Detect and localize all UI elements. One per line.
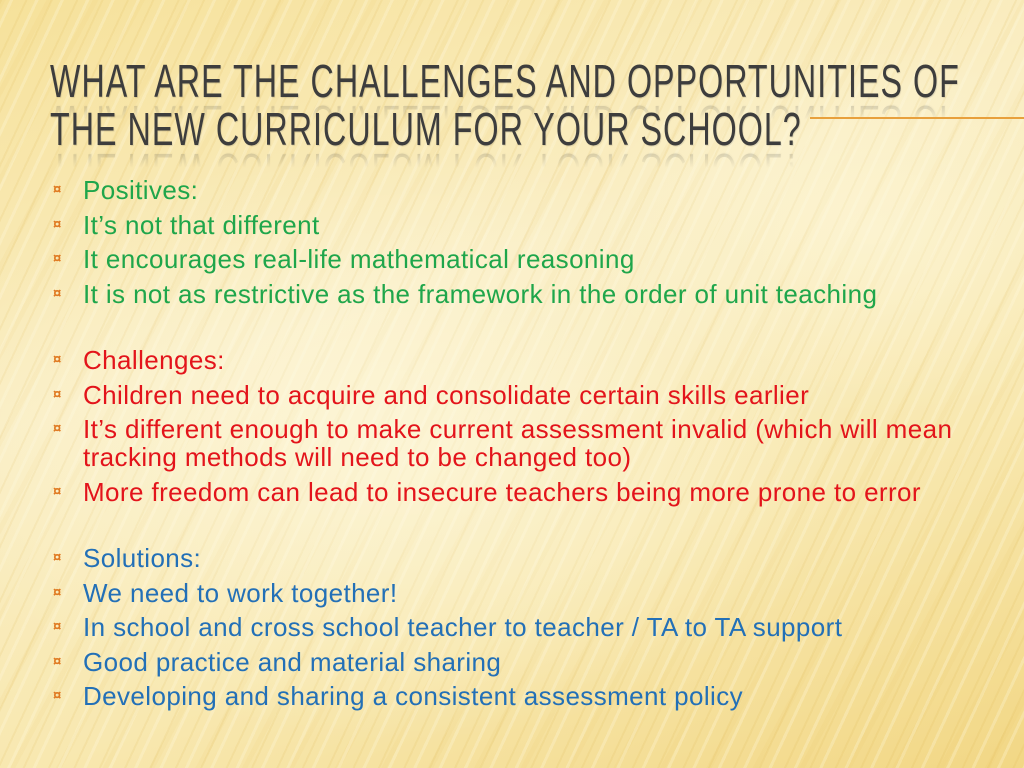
challenges-item-text: Children need to acquire and consolidate certain skills earlier — [83, 379, 810, 410]
solutions-item — [48, 613, 1008, 641]
challenges-item — [48, 381, 1008, 409]
positives-heading: Positives: — [83, 175, 199, 205]
slide-title-line-1 — [50, 57, 1010, 105]
section-spacer — [48, 512, 1008, 544]
solutions-item — [48, 648, 1008, 676]
slide-title — [50, 57, 1010, 153]
positives-heading-item — [48, 176, 1008, 204]
cross-bullet-icon — [48, 245, 83, 273]
cross-bullet-icon — [48, 280, 83, 308]
title-accent-rule — [810, 117, 1024, 119]
positives-item-text: It is not as restrictive as the framework in the order of unit teaching — [83, 278, 878, 309]
cross-bullet-icon — [48, 478, 83, 506]
solutions-item-text: Developing and sharing a consistent assessment policy — [83, 681, 744, 711]
slide-title-line-2 — [50, 105, 1010, 153]
slide-title-text-2: THE NEW CURRICULUM FOR YOUR SCHOOL? — [50, 103, 802, 155]
challenges-item-text — [83, 415, 952, 471]
challenges-heading-item — [48, 346, 1008, 374]
cross-bullet-icon — [48, 579, 83, 607]
positives-item-text: It encourages real-life mathematical reasoning — [83, 244, 635, 274]
solutions-heading-item — [48, 544, 1008, 572]
challenges-item — [48, 415, 1008, 471]
solutions-item-text: In school and cross school teacher to teacher / TA to TA support — [83, 612, 843, 642]
cross-bullet-icon — [48, 211, 83, 239]
positives-item — [48, 245, 1008, 273]
cross-bullet-icon — [48, 648, 83, 676]
cross-bullet-icon — [48, 613, 83, 641]
challenges-heading: Challenges: — [83, 345, 225, 375]
cross-bullet-icon — [48, 544, 83, 572]
solutions-item-text: We need to work together! — [83, 577, 398, 608]
slide-title-text-1: WHAT ARE THE CHALLENGES AND OPPORTUNITIES OF — [50, 55, 960, 107]
slide-body — [48, 176, 1008, 717]
cross-bullet-icon — [48, 346, 83, 374]
cross-bullet-icon — [48, 176, 83, 204]
challenges-item-text: More freedom can lead to insecure teachers being more prone to error — [83, 476, 921, 507]
positives-item — [48, 280, 1008, 308]
cross-bullet-icon — [48, 415, 83, 443]
positives-item-text: It’s not that different — [83, 209, 320, 240]
challenges-item — [48, 478, 1008, 506]
section-spacer — [48, 314, 1008, 346]
positives-item — [48, 211, 1008, 239]
challenges-item-line: It’s different enough to make current assessment invalid (which will mean — [83, 414, 953, 444]
solutions-item — [48, 682, 1008, 710]
cross-bullet-icon — [48, 682, 83, 710]
cross-bullet-icon — [48, 381, 83, 409]
solutions-item-text: Good practice and material sharing — [83, 646, 502, 677]
solutions-item — [48, 579, 1008, 607]
challenges-item-line: tracking methods will need to be changed too) — [83, 442, 632, 472]
solutions-heading: Solutions: — [83, 543, 202, 573]
